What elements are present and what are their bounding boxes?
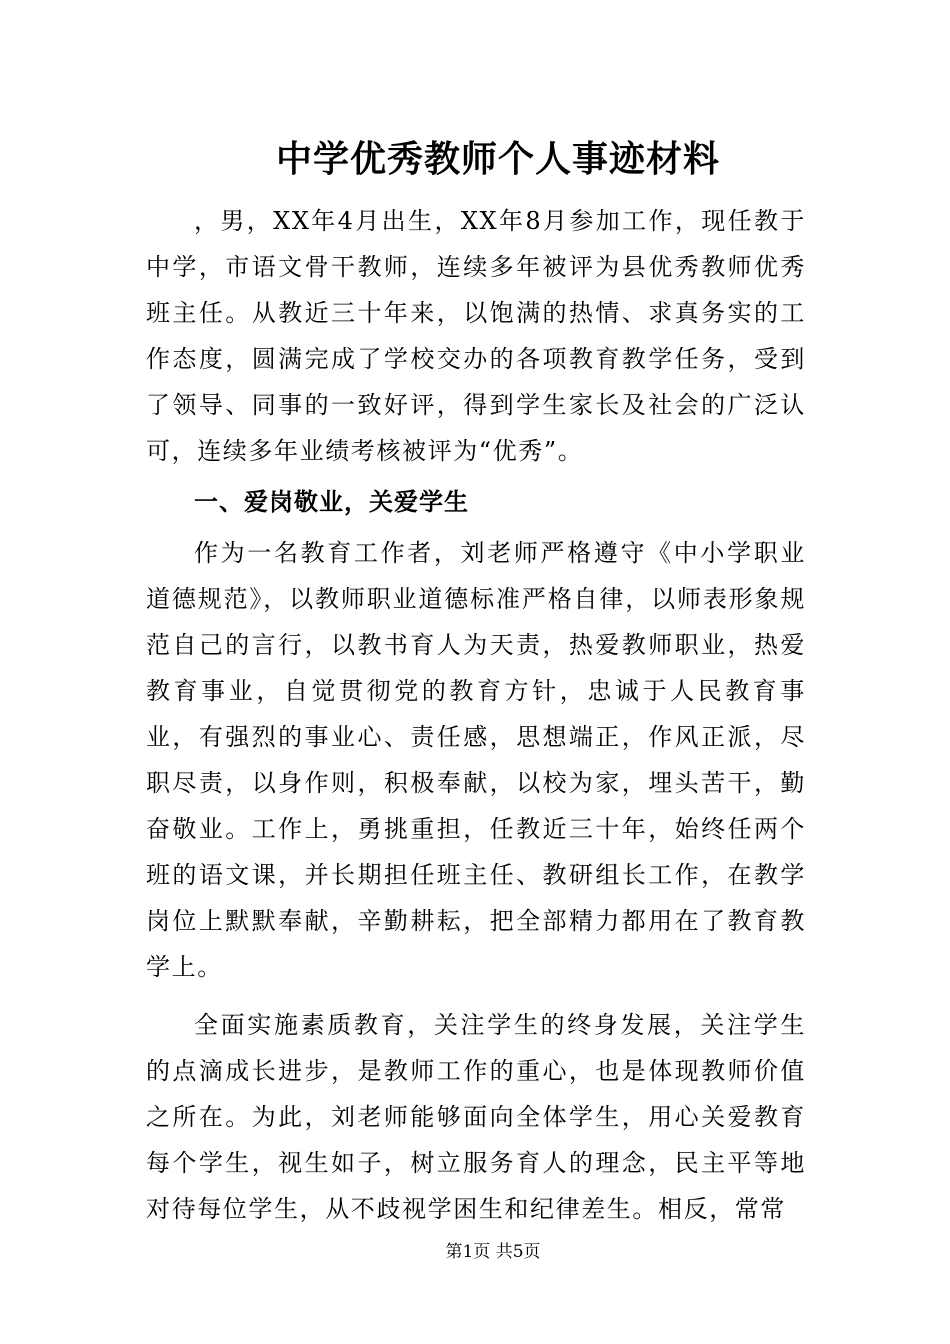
document-body [146, 198, 806, 1232]
paragraph-quality-education: 全面实施素质教育，关注学生的终身发展，关注学生的点滴成长进步，是教师工作的重心，也是体现教师价值之所在。为此，刘老师能够面向全体学生，用心关爱教育每个学生，视生如子，树立服务育人的理念，民主平等地对待每位学生，从不歧视学困生和纪律差生。相反，常常 [146, 1011, 806, 1223]
document-title: 中学优秀教师个人事迹材料 [275, 138, 720, 180]
section-heading: 一、爱岗敬业，关爱学生 [194, 488, 469, 516]
paragraph-dedication: 作为一名教育工作者，刘老师严格遵守《中小学职业道德规范》，以教师职业道德标准严格自律，以师表形象规范自己的言行，以教书育人为天责，热爱教师职业，热爱教育事业，自觉贯彻党的教育方针，忠诚于人民教育事业，有强烈的事业心、责任感，思想端正，作风正派，尽职尽责，以身作则，积极奉献，以校为家，埋头苦干，勤奋敬业。工作上，勇挑重担，任教近三十年，始终任两个班的语文课，并长期担任班主任、教研组长工作，在教学岗位上默默奉献，辛勤耕耘，把全部精力都用在了教育教学上。 [146, 539, 806, 981]
paragraph-intro: ，男，XX年4月出生，XX年8月参加工作，现任教于中学，市语文骨干教师，连续多年被评为县优秀教师优秀班主任。从教近三十年来，以饱满的热情、求真务实的工作态度，圆满完成了学校交办的各项教育教学任务，受到了领导、同事的一致好评，得到学生家长及社会的广泛认可，连续多年业绩考核被评为“优秀”。 [146, 207, 806, 465]
page-number-footer: 第1页 共5页 [445, 1242, 541, 1262]
